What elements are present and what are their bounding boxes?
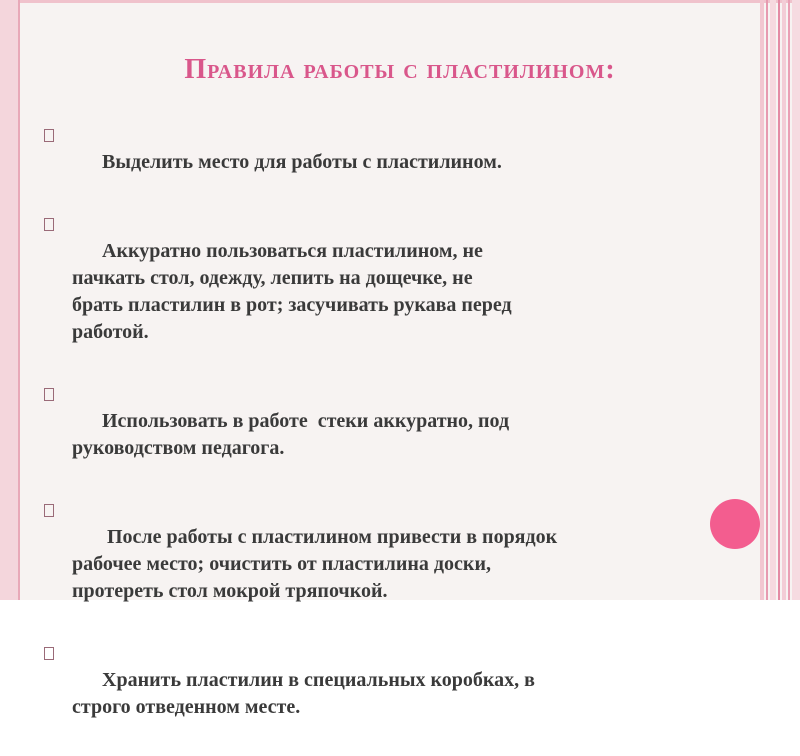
list-item xyxy=(44,381,704,489)
list-item xyxy=(44,497,704,632)
square-bullet-icon xyxy=(44,388,54,401)
right-striped-border xyxy=(760,0,800,600)
rule-text: Аккуратно пользоваться пластилином, не пачкать стол, одежду, лепить на дощечке, не брать пластилин в рот; засучивать рукава перед работой. xyxy=(72,240,512,343)
square-bullet-icon xyxy=(44,218,54,231)
left-border xyxy=(0,0,18,600)
square-bullet-icon xyxy=(44,129,54,142)
rule-text: Хранить пластилин в специальных коробках, в строго отведенном месте. xyxy=(72,669,535,718)
rule-text: Выделить место для работы с пластилином. xyxy=(102,151,502,173)
left-border-line xyxy=(18,0,20,600)
rules-list xyxy=(44,122,704,756)
slide-title: Правила работы с пластилином: xyxy=(184,54,616,85)
rule-text: После работы с пластилином привести в порядок рабочее место; очистить от пластилина доски, протереть стол мокрой тряпочкой. xyxy=(72,526,558,602)
top-border xyxy=(0,0,800,3)
list-item xyxy=(44,122,704,203)
list-item xyxy=(44,211,704,373)
rule-text: Использовать в работе стеки аккуратно, под руководством педагога. xyxy=(72,410,510,459)
list-item xyxy=(44,640,704,748)
square-bullet-icon xyxy=(44,504,54,517)
decorative-circle xyxy=(710,499,760,549)
square-bullet-icon xyxy=(44,647,54,660)
